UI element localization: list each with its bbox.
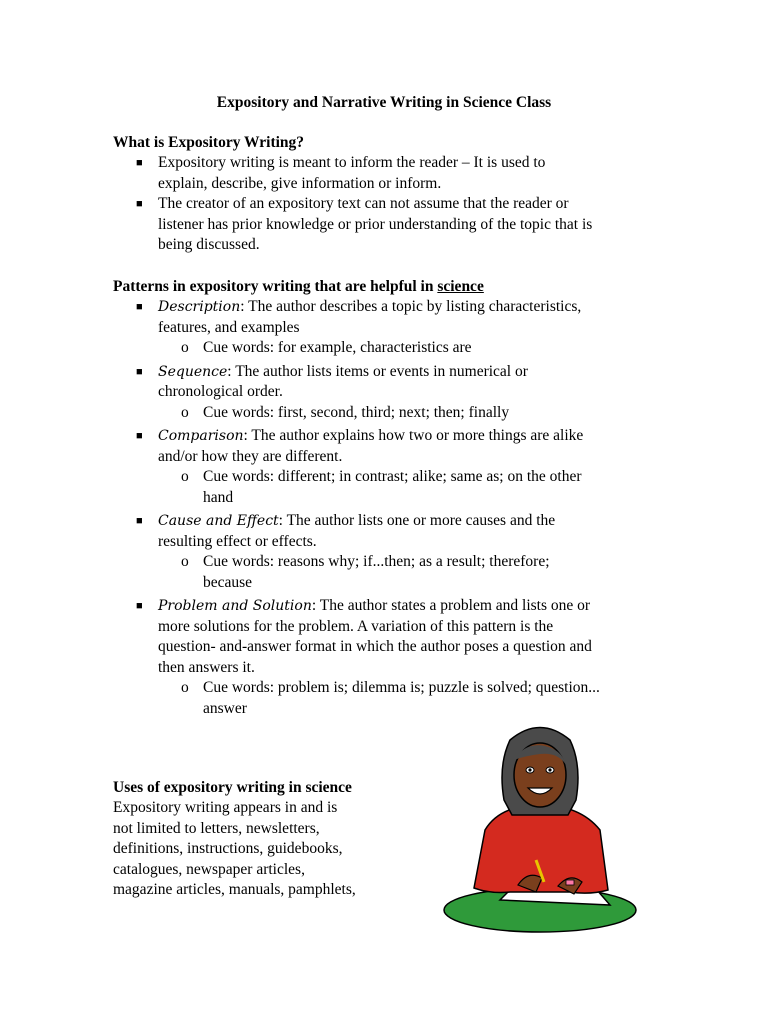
cue-words-item: o Cue words: different; in contrast; alike; same as; on the other hand: [181, 468, 582, 506]
pattern-cause-effect: ■ Cause and Effect: The author lists one or more causes and the resulting effect or effects.: [136, 512, 556, 550]
bullet-icon: ■: [136, 157, 143, 169]
cue-words-item: o Cue words: problem is; dilemma is; puzzle is solved; question... answer: [181, 679, 600, 717]
section-heading-patterns: Patterns in expository writing that are helpful in science: [113, 278, 484, 295]
cue-words-item: o Cue words: for example, characteristics are: [0, 338, 663, 359]
document-title: Expository and Narrative Writing in Science Class: [216, 94, 552, 111]
circle-bullet-icon: o: [181, 553, 189, 570]
pattern-sequence: ■ Sequence: The author lists items or events in numerical or chronological order.: [136, 362, 528, 400]
circle-bullet-icon: o: [181, 339, 189, 356]
section-heading-uses: Uses of expository writing in science: [113, 779, 352, 796]
science-link[interactable]: science: [437, 278, 484, 295]
student-writing-illustration: [440, 720, 640, 935]
bullet-icon: ■: [136, 198, 143, 210]
pattern-problem-solution: ■ Problem and Solution: The author states a problem and lists one or more solutions for the problem. A variation of this pattern is the question- and-answer format in which the author poses a question and then answers it.: [136, 597, 592, 676]
bullet-icon: ■: [136, 430, 143, 442]
section-heading-what-is: What is Expository Writing?: [113, 134, 305, 151]
bullet-icon: ■: [136, 515, 143, 527]
pattern-comparison: ■ Comparison: The author explains how two or more things are alike and/or how they are different.: [136, 427, 584, 465]
bullet-icon: ■: [136, 301, 143, 313]
uses-paragraph: Expository writing appears in and is not limited to letters, newsletters, definitions, instructions, guidebooks, catalogues, newspaper articles, magazine articles, manuals, pamphlets,: [113, 799, 356, 898]
bullet-icon: ■: [136, 365, 143, 378]
list-item: ■ The creator of an expository text can not assume that the reader or listener has prior knowledge or prior understanding of the topic that is being discussed.: [136, 195, 593, 253]
circle-bullet-icon: o: [181, 403, 189, 421]
circle-bullet-icon: o: [181, 679, 189, 696]
circle-bullet-icon: o: [181, 468, 189, 485]
pattern-description: ■ Description: The author describes a topic by listing characteristics, features, and examples: [136, 298, 582, 336]
patterns-list: [0, 297, 700, 719]
bullet-icon: ■: [136, 600, 143, 612]
cue-words-item: o Cue words: reasons why; if...then; as a result; therefore; because: [181, 553, 550, 591]
section1-bullet-list: [0, 153, 700, 256]
list-item: ■ Expository writing is meant to inform the reader – It is used to explain, describe, give information or inform.: [136, 154, 546, 192]
cue-words-item: o Cue words: first, second, third; next; then; finally: [0, 403, 663, 424]
